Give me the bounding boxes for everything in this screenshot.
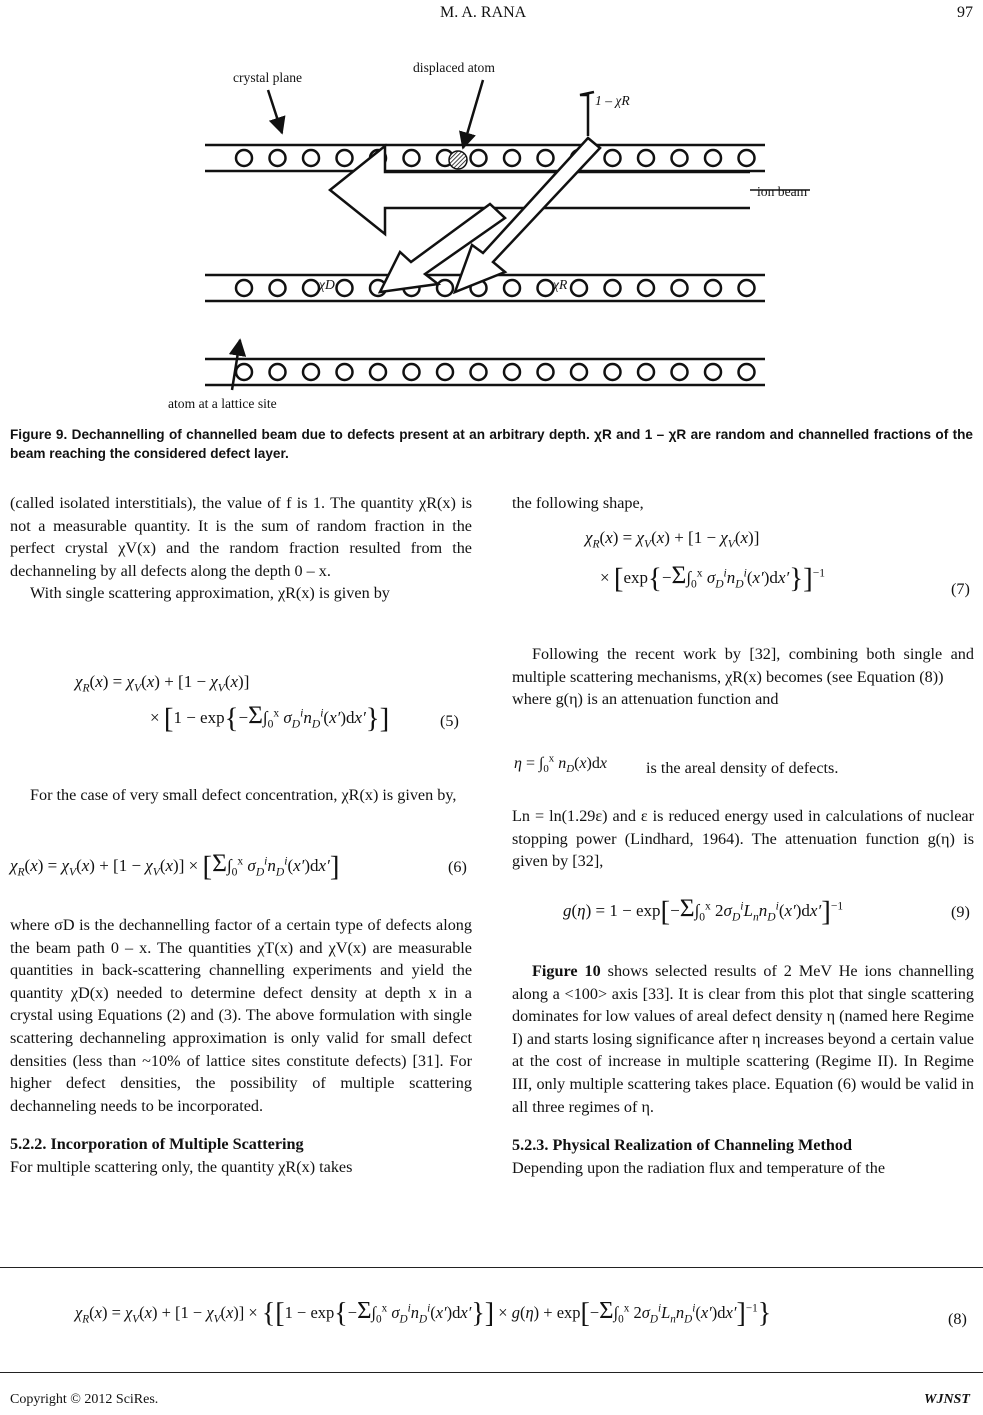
right-paragraph-4: is the areal density of defects. xyxy=(646,759,839,777)
left-paragraph-2: With single scattering approximation, χR(x) is given by xyxy=(30,584,390,603)
equation-6-number: (6) xyxy=(448,858,467,876)
section-heading-522: 5.2.2. Incorporation of Multiple Scattering xyxy=(10,1135,304,1154)
lattice-atom xyxy=(672,364,688,380)
lattice-atom xyxy=(605,364,621,380)
lattice-atom xyxy=(605,150,621,166)
lattice-atom xyxy=(471,364,487,380)
lattice-atom xyxy=(739,364,755,380)
lattice-atom xyxy=(538,280,554,296)
lattice-atom xyxy=(303,280,319,296)
label-chi-d: χD xyxy=(319,277,335,292)
equation-8: $\chi_R(x) = \chi_V(x) + [1 - \chi_V(x)] \times \{[1 - \exp\{-\Sigma\int_0^x$ $\sigma_D^in_D^i(x')dx'\}] \times g(\eta) + \exp[-\Sigma\int_0^x$ $2\sigma_D^iL_nn_D^i(x')dx']^{-1}$} xyxy=(75,1297,772,1330)
lattice-atom xyxy=(705,150,721,166)
right-paragraph-3: where g(η) is an attenuation function and xyxy=(512,690,779,709)
figure-10-ref: Figure 10 xyxy=(532,962,601,980)
lattice-atom xyxy=(538,364,554,380)
equation-8-number: (8) xyxy=(948,1310,967,1328)
lattice-atom xyxy=(236,364,252,380)
left-paragraph-1: (called isolated interstitials), the value of f is 1. The quantity χR(x) is not a measurable quantity. It is the sum of random fraction in the perfect crystal χV(x) and the random fraction resulted from the dechanneling by all defects along the depth 0 – x. xyxy=(10,494,472,580)
right-column-lower xyxy=(512,960,974,1179)
lattice-atom xyxy=(538,150,554,166)
lattice-atom xyxy=(404,150,420,166)
page-number: 97 xyxy=(957,4,973,21)
right-paragraph-1: the following shape, xyxy=(512,494,644,512)
label-one-minus-chi-r: 1 – χR xyxy=(595,93,630,108)
equation-6: $\chi_R(x) = \chi_V(x) + [1 - \chi_V(x)] \times [\Sigma\int_0^x$ $\sigma_D^in_D^i(x')dx'$] xyxy=(10,848,340,883)
lattice-atom xyxy=(672,280,688,296)
lattice-atom xyxy=(705,280,721,296)
section-heading-523: 5.2.3. Physical Realization of Channeling Method xyxy=(512,1136,852,1155)
label-displaced-atom: displaced atom xyxy=(413,60,495,75)
label-atom-lattice: atom at a lattice site xyxy=(168,396,277,411)
lattice-atom xyxy=(270,280,286,296)
lattice-atom xyxy=(437,280,453,296)
dechannelling-figure xyxy=(0,40,983,420)
lattice-atom xyxy=(571,364,587,380)
footer-copyright: Copyright © 2012 SciRes. xyxy=(10,1392,159,1407)
lattice-atom xyxy=(471,150,487,166)
lattice-atom xyxy=(370,364,386,380)
equation-8-bottom-rule xyxy=(0,1372,983,1373)
right-column-middle xyxy=(512,643,974,711)
label-ion-beam: ion beam xyxy=(757,184,808,199)
eta-definition: $\eta = \int_0^x$ $n_D(x)dx$ xyxy=(514,752,607,776)
lattice-atom xyxy=(504,280,520,296)
lattice-atom xyxy=(571,280,587,296)
lattice-atom xyxy=(337,280,353,296)
lattice-atom xyxy=(270,150,286,166)
lattice-atom xyxy=(303,150,319,166)
lattice-atom xyxy=(270,364,286,380)
lattice-atom xyxy=(404,364,420,380)
lattice-atom xyxy=(705,364,721,380)
displaced-atom-pointer xyxy=(463,80,483,148)
right-paragraph-7: Depending upon the radiation flux and temperature of the xyxy=(512,1158,886,1177)
lattice-atom xyxy=(337,364,353,380)
lattice-atom xyxy=(638,280,654,296)
left-column-lower xyxy=(10,914,472,1179)
equation-8-top-rule xyxy=(0,1267,983,1268)
running-header-author: M. A. RANA xyxy=(440,4,527,21)
left-paragraph-3: For the case of very small defect concentration, χR(x) is given by, xyxy=(30,786,457,804)
lattice-atom xyxy=(337,150,353,166)
lattice-atom xyxy=(437,364,453,380)
right-paragraph-5: Ln = ln(1.29ε) and ε is reduced energy used in calculations of nuclear stopping power (Lindhard, 1964). The attenuation function g(η) is given by [32], xyxy=(512,807,974,871)
equation-9-number: (9) xyxy=(951,903,970,921)
right-paragraph-6: Figure 10 shows selected results of 2 MeV He ions channelling along a <100> axis [33]. It is clear from this plot that single scattering dominates for low values of areal defect density η (named here Regime I) and starts losing significance after η increases beyond a certain value at the cost of increase in multiple scattering (Regime II). In Regime III, only multiple scattering takes place. Equation (6) would be valid in all three regimes of η. xyxy=(512,962,975,1116)
left-column xyxy=(10,492,472,605)
lattice-atom xyxy=(638,364,654,380)
lattice-atom xyxy=(638,150,654,166)
equation-9: $g(\eta) = 1 - \exp[-\Sigma\int_0^x$ $2\sigma_D^iL_nn_D^i(x')dx']^{-1}$ xyxy=(563,893,844,928)
lattice-atom xyxy=(739,150,755,166)
displaced-atom xyxy=(449,151,467,169)
figure-caption: Figure 9. Dechannelling of channelled beam due to defects present at an arbitrary depth. χR and 1 – χR are random and channelled fractions of the beam reaching the considered defect layer. xyxy=(10,427,973,461)
lattice-atom xyxy=(236,150,252,166)
label-crystal-plane: crystal plane xyxy=(233,70,303,85)
label-chi-r: χR xyxy=(553,277,568,292)
equation-7-number: (7) xyxy=(951,580,970,598)
equation-7: $\chi_R(x) = \chi_V(x) + [1 - \chi_V(x)]$ × [$\exp\{-\Sigma\int_0^x$ $\sigma_D^in_D^i(x')dx'\}]^{-1}$ xyxy=(585,528,825,595)
lattice-atom xyxy=(236,280,252,296)
footer-journal: WJNST xyxy=(924,1392,970,1407)
lattice-atom xyxy=(303,364,319,380)
left-paragraph-4: where σD is the dechannelling factor of a certain type of defects along the beam path 0 – x. The quantities χT(x) and χV(x) are measurable quantities in back-scattering channelling experiments and yield the quantity χD(x) needed to determine defect density at depth x in a crystal using Equations (2) and (3). The above formulation with single scattering dechanneling approximation is only valid for small defect densities (less than ~10% of lattice sites constitute defects) [31]. For higher defect densities, the possibility of multiple scattering dechanneling needs to be incorporated. xyxy=(10,916,472,1115)
random-beam-line xyxy=(580,92,594,136)
right-paragraph-2: Following the recent work by [32], combining both single and multiple scattering mechanisms, χR(x) becomes (see Equation (8)) xyxy=(512,645,974,686)
lattice-atom xyxy=(672,150,688,166)
lattice-atom xyxy=(504,150,520,166)
left-paragraph-5: For multiple scattering only, the quantity χR(x) takes xyxy=(10,1157,353,1176)
equation-5: $\chi_R(x) = \chi_V(x) + [1 - \chi_V(x)]$ × [$1 - \exp\{-\Sigma\int_0^x$ $\sigma_D^in_D^i(x')dx'$}] xyxy=(75,672,390,735)
lattice-atom xyxy=(605,280,621,296)
crystal-plane-pointer xyxy=(268,90,282,133)
equation-5-number: (5) xyxy=(440,712,459,730)
lattice-atom xyxy=(504,364,520,380)
lattice-atom xyxy=(739,280,755,296)
